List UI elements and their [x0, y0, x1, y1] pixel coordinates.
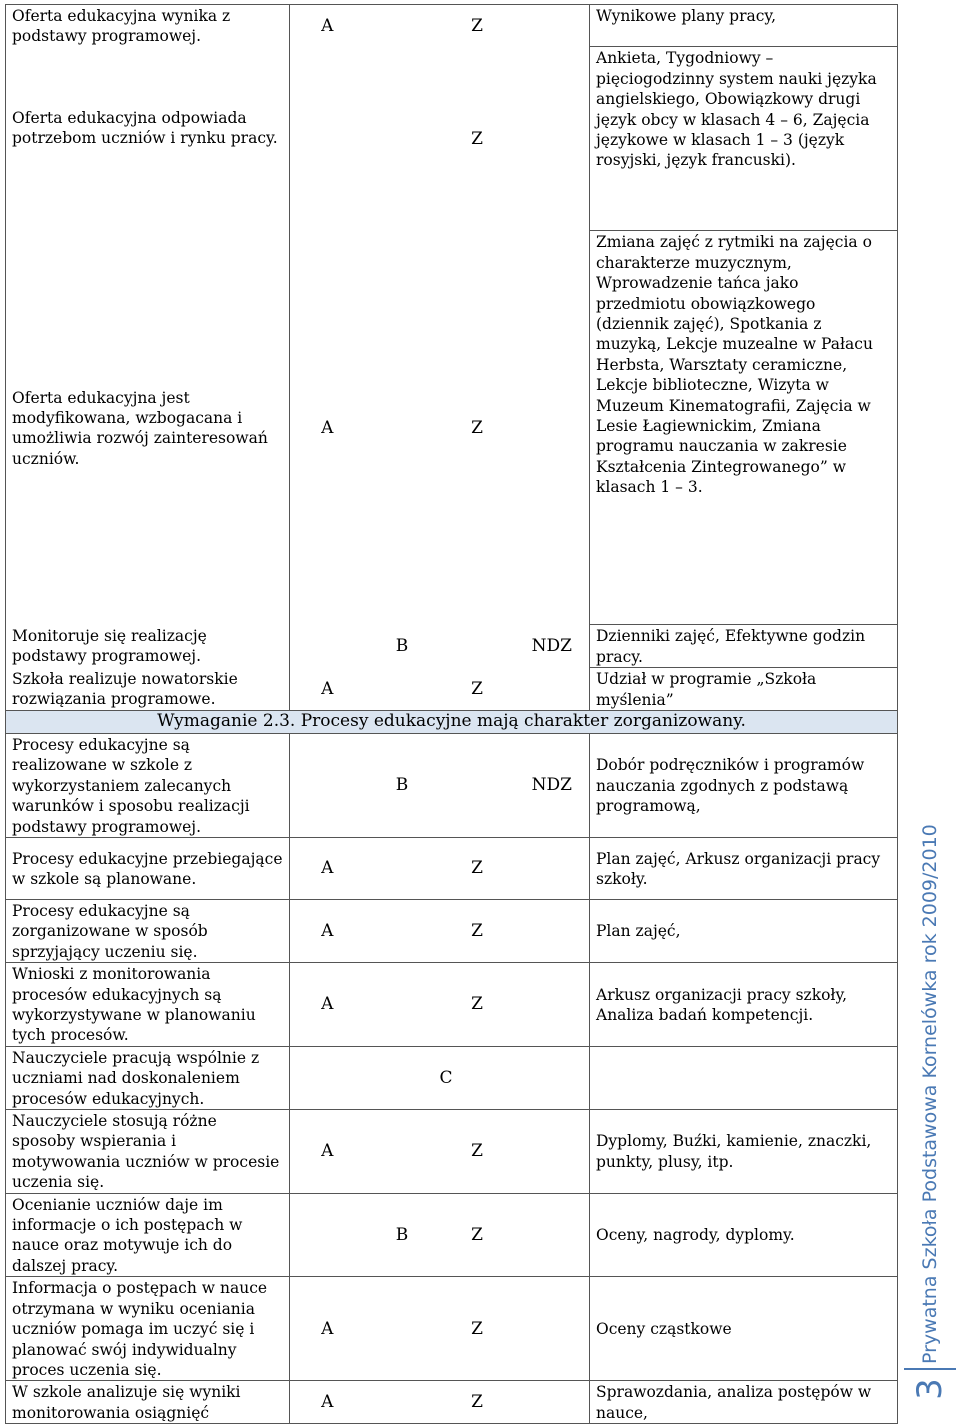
evaluation-table	[5, 4, 898, 1424]
level-spacer	[290, 733, 365, 837]
evidence-cell: Ankieta, Tygodniowy – pięciogodzinny system nauki języka angielskiego, Obowiązkowy drugi język obcy w klasach 4 – 6, Zajęcia językowe w klasach 1 – 3 (język rosyjski, język francuski).	[590, 47, 898, 231]
level-a: A	[290, 5, 365, 47]
level-spacer	[365, 231, 440, 625]
level-a: A	[290, 1277, 365, 1381]
evidence-cell	[590, 1046, 898, 1109]
level-ndz	[515, 899, 590, 962]
level-spacer	[365, 1277, 440, 1381]
criterion-cell: Oferta edukacyjna wynika z podstawy programowej.	[6, 5, 290, 47]
level-ndz: NDZ	[515, 733, 590, 837]
criterion-cell: Wnioski z monitorowania procesów edukacyjnych są wykorzystywane w planowaniu tych procesów.	[6, 963, 290, 1047]
level-spacer	[365, 837, 440, 899]
level-spacer	[365, 47, 440, 231]
level-ndz	[515, 1110, 590, 1194]
table-row	[6, 899, 898, 962]
level-spacer	[290, 1046, 365, 1109]
criterion-cell: Ocenianie uczniów daje im informacje o ich postępach w nauce oraz motywuje ich do dalszej pracy.	[6, 1193, 290, 1277]
level-a: A	[290, 899, 365, 962]
table-row	[6, 1277, 898, 1381]
table-row	[6, 837, 898, 899]
evidence-cell: Dobór podręczników i programów nauczania zgodnych z podstawą programową,	[590, 733, 898, 837]
requirement-row	[6, 710, 898, 733]
level-z: Z	[471, 417, 483, 438]
level-a	[290, 47, 365, 231]
table-row	[6, 733, 898, 837]
page-number-box	[904, 1372, 956, 1406]
level-ndz	[515, 47, 590, 231]
requirement-heading: Wymaganie 2.3. Procesy edukacyjne mają charakter zorganizowany.	[6, 710, 898, 733]
level-a: A	[290, 668, 365, 711]
level-ndz	[515, 668, 590, 711]
table-row	[6, 5, 898, 47]
level-z: Z	[440, 5, 515, 47]
level-ndz: NDZ	[515, 625, 590, 668]
evidence-cell: Dyplomy, Buźki, kamienie, znaczki, punkty, plusy, itp.	[590, 1110, 898, 1194]
criterion-cell: Nauczyciele pracują wspólnie z uczniami nad doskonaleniem procesów edukacyjnych.	[6, 1046, 290, 1109]
criterion-cell: Nauczyciele stosują różne sposoby wspierania i motywowania uczniów w procesie uczenia się.	[6, 1110, 290, 1194]
evidence-cell: Plan zajęć, Arkusz organizacji pracy szkoły.	[590, 837, 898, 899]
level-ndz	[515, 1193, 590, 1277]
criterion-cell: Informacja o postępach w nauce otrzymana w wyniku oceniania uczniów pomaga im uczyć się i planować swój indywidualny proces uczenia się.	[6, 1277, 290, 1381]
criterion-cell: Procesy edukacyjne przebiegające w szkole są planowane.	[6, 837, 290, 899]
table-row	[6, 1381, 898, 1424]
level-spacer	[365, 899, 440, 962]
level-spacer	[365, 1110, 440, 1194]
page-number: 3	[910, 1378, 950, 1400]
level-ndz	[515, 963, 590, 1047]
level-a: A	[290, 837, 365, 899]
evidence-cell: Arkusz organizacji pracy szkoły, Analiza badań kompetencji.	[590, 963, 898, 1047]
level-z: Z	[440, 1381, 515, 1424]
level-z: Z	[440, 963, 515, 1047]
level-ndz	[515, 1381, 590, 1424]
level-z: Z	[440, 1277, 515, 1381]
level-b: B	[365, 733, 440, 837]
level-ndz	[515, 1046, 590, 1109]
evidence-cell: Plan zajęć,	[590, 899, 898, 962]
criterion-cell	[6, 47, 290, 231]
level-spacer	[365, 963, 440, 1047]
level-spacer	[440, 625, 515, 668]
level-spacer	[365, 668, 440, 711]
sidebar-divider	[904, 1368, 956, 1370]
level-c: C	[440, 1046, 515, 1109]
level-spacer	[365, 1046, 440, 1109]
level-z: Z	[440, 837, 515, 899]
criterion-cell: Szkoła realizuje nowatorskie rozwiązania programowe.	[6, 668, 290, 711]
level-spacer	[365, 1381, 440, 1424]
table-row	[6, 1110, 898, 1194]
level-spacer	[440, 733, 515, 837]
level-spacer	[365, 5, 440, 47]
evidence-cell: Udział w programie „Szkoła myślenia”	[590, 668, 898, 711]
level-spacer	[290, 625, 365, 668]
level-a: A	[290, 1381, 365, 1424]
criterion-text: Oferta edukacyjna odpowiada potrzebom uczniów i rynku pracy.	[12, 108, 278, 148]
evidence-cell: Zmiana zajęć z rytmiki na zajęcia o charakterze muzycznym, Wprowadzenie tańca jako przedmiotu obowiązkowego (dziennik zajęć), Spotkania z muzyką, Lekcje muzealne w Pałacu Herbsta, Warsztaty ceramiczne, Lekcje biblioteczne, Wizyta w Muzeum Kinematografii, Zajęcia w Lesie Łagiewnickim, Zmiana programu nauczania w zakresie Kształcenia Zintegrowanego” w klasach 1 – 3.	[590, 231, 898, 625]
table-row	[6, 1046, 898, 1109]
level-z: Z	[471, 128, 483, 149]
level-z: Z	[440, 899, 515, 962]
level-ndz	[515, 1277, 590, 1381]
evidence-cell: Oceny, nagrody, dyplomy.	[590, 1193, 898, 1277]
level-spacer	[290, 1193, 365, 1277]
level-z: Z	[440, 1193, 515, 1277]
table-row	[6, 1193, 898, 1277]
criterion-cell: Procesy edukacyjne są realizowane w szkole z wykorzystaniem zalecanych warunków i sposobu realizacji podstawy programowej.	[6, 733, 290, 837]
evidence-cell: Sprawozdania, analiza postępów w nauce,	[590, 1381, 898, 1424]
level-b: B	[395, 636, 409, 657]
evidence-cell: Oceny cząstkowe	[590, 1277, 898, 1381]
table-row	[6, 47, 898, 231]
table-row	[6, 963, 898, 1047]
criterion-cell: W szkole analizuje się wyniki monitorowania osiągnięć	[6, 1381, 290, 1424]
criterion-cell: Monitoruje się realizację podstawy programowej.	[6, 625, 290, 668]
level-ndz	[515, 5, 590, 47]
sidebar-footer	[904, 824, 956, 1364]
level-a: A	[290, 963, 365, 1047]
level-a: A	[290, 231, 365, 625]
level-z: Z	[440, 1110, 515, 1194]
school-name-year: Prywatna Szkoła Podstawowa Kornelówka rok 2009/2010	[919, 824, 941, 1364]
criterion-cell: Procesy edukacyjne są zorganizowane w sposób sprzyjający uczeniu się.	[6, 899, 290, 962]
level-ndz	[515, 231, 590, 625]
criterion-cell: Oferta edukacyjna jest modyfikowana, wzbogacana i umożliwia rozwój zainteresowań uczniów.	[6, 231, 290, 625]
evidence-cell: Dzienniki zajęć, Efektywne godzin pracy.	[590, 625, 898, 668]
evidence-cell: Wynikowe plany pracy,	[590, 5, 898, 47]
table-row	[6, 625, 898, 668]
level-a: A	[290, 1110, 365, 1194]
level-z: Z	[440, 668, 515, 711]
level-ndz	[515, 837, 590, 899]
table-row	[6, 668, 898, 711]
level-b: B	[365, 1193, 440, 1277]
table-row	[6, 231, 898, 625]
